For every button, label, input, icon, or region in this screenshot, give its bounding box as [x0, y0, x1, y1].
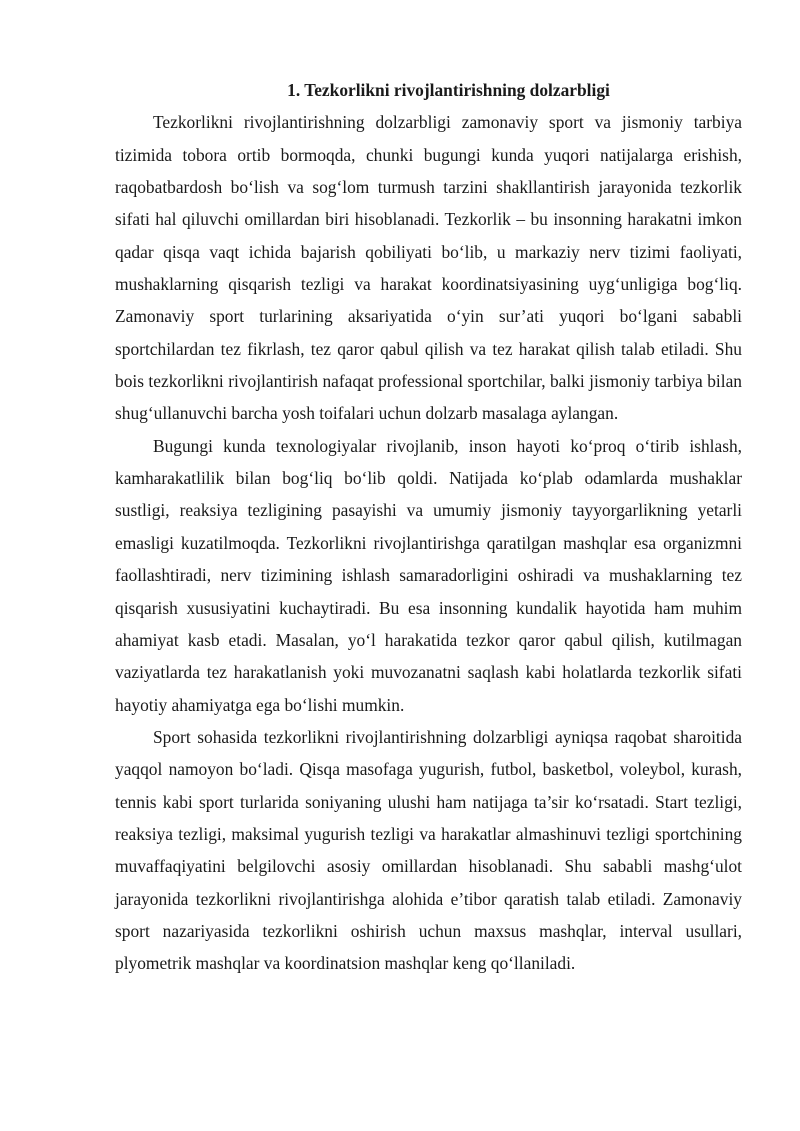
section-title: 1. Tezkorlikni rivojlantirishning dolzarbligi	[287, 80, 610, 100]
paragraph-1: Tezkorlikni rivojlantirishning dolzarbligi zamonaviy sport va jismoniy tarbiya tizimida tobora ortib bormoqda, chunki bugungi kunda yuqori natijalarga erishish, raqobatbardosh bo‘lish va sog‘lom turmush tarzini shakllantirish jarayonida tezkorlik sifati hal qiluvchi omillardan biri hisoblanadi. Tezkorlik – bu insonning harakatni imkon qadar qisqa vaqt ichida bajarish qobiliyati bo‘lib, u markaziy nerv tizimi faoliyati, mushaklarning qisqarish tezligi va harakat koordinatsiyasining uyg‘unligiga bog‘liq. Zamonaviy sport turlarining aksariyatida o‘yin sur’ati yuqori bo‘lgani sababli sportchilardan tez fikrlash, tez qaror qabul qilish va tez harakat qilish talab etiladi. Shu bois tezkorlikni rivojlantirish nafaqat professional sportchilar, balki jismoniy tarbiya bilan shug‘ullanuvchi barcha yosh toifalari uchun dolzarb masalaga aylangan.	[115, 112, 742, 424]
document-page	[115, 74, 742, 980]
paragraph-2: Bugungi kunda texnologiyalar rivojlanib, inson hayoti ko‘proq o‘tirib ishlash, kamharakatlilik bilan bog‘liq bo‘lib qoldi. Natijada ko‘plab odamlarda mushaklar sustligi, reaksiya tezligining pasayishi va umumiy jismoniy tayyorgarlikning yetarli emasligi kuzatilmoqda. Tezkorlikni rivojlantirishga qaratilgan mashqlar esa organizmni faollashtiradi, nerv tizimining ishlash samaradorligini oshiradi va mushaklarning tez qisqarish xususiyatini kuchaytiradi. Bu esa insonning kundalik hayotida ham muhim ahamiyat kasb etadi. Masalan, yo‘l harakatida tezkor qaror qabul qilish, kutilmagan vaziyatlarda tez harakatlanish yoki muvozanatni saqlash kabi holatlarda tezkorlik sifati hayotiy ahamiyatga ega bo‘lishi mumkin.	[115, 435, 742, 715]
paragraph-3: Sport sohasida tezkorlikni rivojlantirishning dolzarbligi ayniqsa raqobat sharoitida yaqqol namoyon bo‘ladi. Qisqa masofaga yugurish, futbol, basketbol, voleybol, kurash, tennis kabi sport turlarida soniyaning ulushi ham natijaga ta’sir ko‘rsatadi. Start tezligi, reaksiya tezligi, maksimal yugurish tezligi va harakatlar almashinuvi tezligi sportchining muvaffaqiyatini belgilovchi asosiy omillardan hisoblanadi. Shu sababli mashg‘ulot jarayonida tezkorlikni rivojlantirishga alohida e’tibor qaratish talab etiladi. Zamonaviy sport nazariyasida tezkorlikni oshirish uchun maxsus mashqlar, interval usullari, plyometrik mashqlar va koordinatsion mashqlar keng qo‘llaniladi.	[115, 726, 742, 974]
